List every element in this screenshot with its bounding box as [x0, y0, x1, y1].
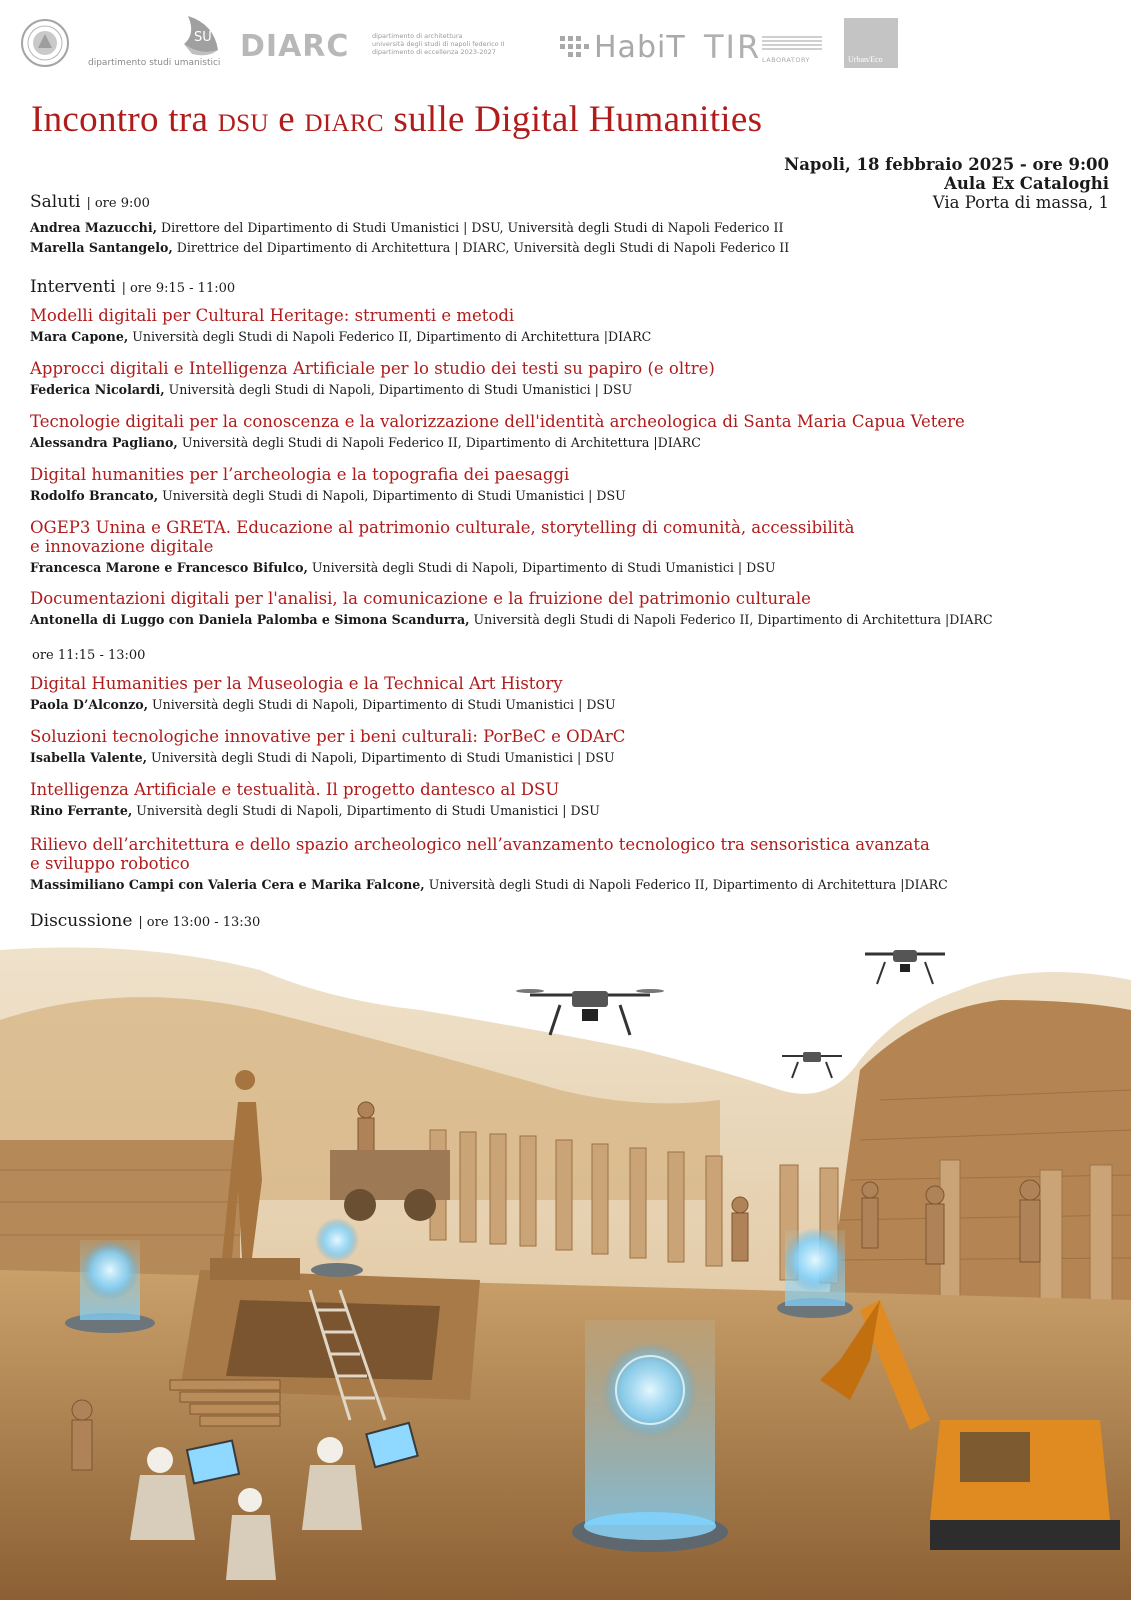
event-address: Via Porta di massa, 1: [932, 193, 1109, 212]
speaker-affiliation: Università degli Studi di Napoli, Dipartimento di Studi Umanistici | DSU: [147, 750, 615, 765]
dsu-mark: SU: [194, 30, 212, 45]
speaker-affiliation: Università degli Studi di Napoli Federico II, Dipartimento di Architettura |DIARC: [424, 877, 948, 892]
speaker-name: Rodolfo Brancato,: [30, 488, 159, 503]
speaker-affiliation: Università degli Studi di Napoli, Dipartimento di Studi Umanistici | DSU: [148, 697, 616, 712]
session-time: ore 11:15 - 13:00: [32, 648, 146, 663]
speaker-name: Alessandra Pagliano,: [30, 435, 178, 450]
saluti-line: [30, 220, 783, 235]
title-diarc: DIARC: [304, 110, 384, 137]
drone-icon: [782, 1052, 842, 1078]
logo-bar: [18, 14, 1118, 76]
urban-eco-logo: [844, 18, 898, 68]
habit-logo: [560, 32, 690, 64]
section-time: ore 9:00: [94, 196, 150, 211]
talk-title: Soluzioni tecnologiche innovative per i beni culturali: PorBeC e ODArC: [30, 727, 626, 746]
habit-word: HabiT: [594, 30, 686, 65]
drone-icon: [865, 950, 945, 984]
speaker-affiliation: Università degli Studi di Napoli Federico II, Dipartimento di Architettura |DIARC: [128, 329, 652, 344]
illustration-svg: [0, 940, 1131, 1600]
speaker-affiliation: Università degli Studi di Napoli Federico II, Dipartimento di Architettura |DIARC: [469, 612, 993, 627]
tir-lines: [762, 36, 822, 52]
interventi-heading: Interventi | ore 9:15 - 11:00: [30, 277, 236, 297]
urban-eco-label: Urban/Eco: [848, 55, 883, 64]
speaker-affiliation: Università degli Studi di Napoli, Dipartimento di Studi Umanistici | DSU: [158, 488, 626, 503]
talk-title: Documentazioni digitali per l'analisi, la comunicazione e la fruizione del patrimonio culturale: [30, 589, 811, 608]
speaker-name: Federica Nicolardi,: [30, 382, 165, 397]
talk-speaker: [30, 382, 632, 397]
title-part: e: [268, 99, 305, 140]
speaker-name: Andrea Mazucchi,: [30, 220, 157, 235]
talk-title: Tecnologie digitali per la conoscenza e la valorizzazione dell'identità archeologica di Santa Maria Capua Vetere: [30, 412, 965, 431]
archaeology-illustration: [0, 940, 1131, 1600]
section-time: ore 13:00 - 13:30: [146, 915, 261, 930]
talk-speaker: [30, 750, 615, 765]
diarc-logo: [240, 29, 560, 66]
section-title: Saluti: [30, 192, 81, 212]
speaker-name: Isabella Valente,: [30, 750, 148, 765]
speaker-affiliation: Università degli Studi di Napoli, Dipartimento di Studi Umanistici | DSU: [164, 382, 633, 397]
talk-title: Intelligenza Artificiale e testualità. Il progetto dantesco al DSU: [30, 780, 560, 799]
talk-speaker: [30, 803, 600, 818]
hologram-pedestal: [572, 1320, 728, 1552]
diarc-subtitle-line: dipartimento di architettura: [372, 32, 463, 40]
section-title: Discussione: [30, 911, 133, 931]
event-room: Aula Ex Cataloghi: [944, 174, 1109, 193]
speaker-name: Mara Capone,: [30, 329, 129, 344]
talk-title-continued: e sviluppo robotico: [30, 854, 190, 873]
talk-speaker: [30, 488, 626, 503]
talk-title-continued: e innovazione digitale: [30, 537, 214, 556]
speaker-name: Massimiliano Campi con Valeria Cera e Marika Falcone,: [30, 877, 425, 892]
dsu-label: dipartimento studi umanistici: [88, 58, 221, 68]
talk-title: Rilievo dell’architettura e dello spazio archeologico nell’avanzamento tecnologico tra sensoristica avanzata: [30, 835, 930, 854]
speaker-name: Paola D’Alconzo,: [30, 697, 149, 712]
talk-title: Modelli digitali per Cultural Heritage: strumenti e metodi: [30, 306, 515, 325]
saluti-heading: Saluti | ore 9:00: [30, 192, 150, 212]
dsu-logo: [88, 14, 238, 72]
talk-title: Digital Humanities per la Museologia e la Technical Art History: [30, 674, 563, 693]
speaker-affiliation: Università degli Studi di Napoli, Dipartimento di Studi Umanistici | DSU: [132, 803, 600, 818]
talk-speaker: [30, 560, 776, 575]
talk-speaker: [30, 612, 993, 627]
talk-speaker: [30, 435, 701, 450]
title-dsu: DSU: [217, 110, 269, 137]
talk-speaker: [30, 877, 948, 892]
talk-speaker: [30, 697, 616, 712]
speaker-affiliation: Direttrice del Dipartimento di Architettura | DIARC, Università degli Studi di Napoli Federico II: [172, 240, 790, 255]
speaker-name: Antonella di Luggo con Daniela Palomba e Simona Scandurra,: [30, 612, 470, 627]
diarc-mark: DIARC: [240, 29, 350, 64]
speaker-name: Francesca Marone e Francesco Bifulco,: [30, 560, 308, 575]
title-part: sulle Digital Humanities: [383, 99, 763, 140]
talk-speaker: [30, 329, 651, 344]
diarc-subtitle-line: dipartimento di eccellenza 2023-2027: [372, 48, 496, 56]
diarc-subtitle: [372, 32, 505, 56]
drone-icon: [516, 989, 664, 1035]
speaker-name: Marella Santangelo,: [30, 240, 173, 255]
talk-title: OGEP3 Unina e GRETA. Educazione al patrimonio culturale, storytelling di comunità, accessibilità: [30, 518, 855, 537]
university-seal-logo: [20, 18, 70, 68]
tir-word: TIR: [704, 28, 762, 66]
tir-sub: LABORATORY: [762, 56, 811, 64]
discussione-heading: Discussione | ore 13:00 - 13:30: [30, 911, 261, 931]
talk-title: Approcci digitali e Intelligenza Artificiale per lo studio dei testi su papiro (e oltre): [30, 359, 715, 378]
venue-block: [784, 155, 1109, 212]
hologram-pedestal: [777, 1228, 853, 1318]
section-title: Interventi: [30, 277, 116, 297]
tir-logo: [704, 28, 834, 66]
section-time: ore 9:15 - 11:00: [129, 281, 236, 296]
talk-title: Digital humanities per l’archeologia e la topografia dei paesaggi: [30, 465, 570, 484]
saluti-line: [30, 240, 789, 255]
speaker-name: Rino Ferrante,: [30, 803, 133, 818]
speaker-affiliation: Università degli Studi di Napoli Federico II, Dipartimento di Architettura |DIARC: [177, 435, 701, 450]
title-part: Incontro tra: [31, 99, 218, 140]
page-title: [31, 98, 762, 141]
event-date: Napoli, 18 febbraio 2025 - ore 9:00: [784, 155, 1109, 174]
speaker-affiliation: Università degli Studi di Napoli, Dipartimento di Studi Umanistici | DSU: [307, 560, 776, 575]
diarc-subtitle-line: università degli studi di napoli federico II: [372, 40, 505, 48]
speaker-affiliation: Direttore del Dipartimento di Studi Umanistici | DSU, Università degli Studi di Napoli Federico II: [157, 220, 784, 235]
